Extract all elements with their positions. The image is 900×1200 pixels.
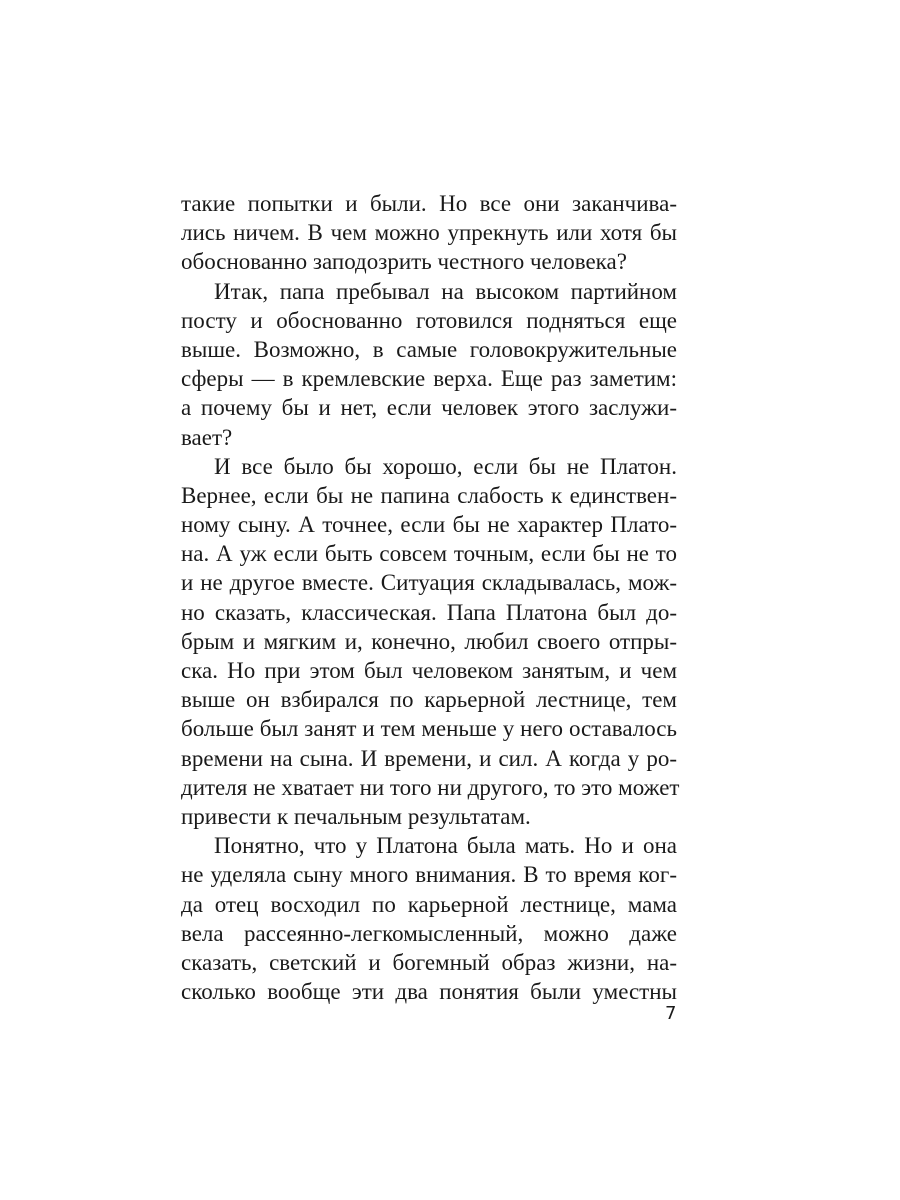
text-line: брым и мягким и, конечно, любил своего отпры-	[181, 628, 677, 654]
text-line: и не другое вместе. Ситуация складывалась, мож-	[181, 570, 677, 596]
text-line: обоснованно заподозрить честного человека?	[181, 249, 627, 275]
text-line: не уделяла сыну много внимания. В то время ког-	[181, 862, 677, 888]
text-line: сказать, светский и богемный образ жизни, на-	[181, 949, 677, 975]
text-line: Итак, папа пребывал на высоком партийном	[214, 278, 677, 304]
text-line: выше он взбирался по карьерной лестнице, тем	[181, 687, 677, 713]
text-line: Вернее, если бы не папина слабость к единствен-	[181, 482, 677, 508]
text-line: сколько вообще эти два понятия были уместны	[181, 979, 677, 1005]
text-line: на. А уж если быть совсем точным, если бы не то	[181, 541, 677, 567]
text-line: а почему бы и нет, если человек этого заслужи-	[181, 395, 677, 421]
text-line: И все было бы хорошо, если бы не Платон.	[214, 453, 677, 479]
text-line: Понятно, что у Платона была мать. Но и она	[214, 833, 677, 859]
text-line: посту и обоснованно готовился подняться еще	[181, 307, 677, 333]
text-line: времени на сына. И времени, и сил. А когда у ро-	[181, 745, 677, 771]
page-number: 7	[665, 1003, 677, 1024]
text-line: да отец восходил по карьерной лестнице, мама	[181, 891, 677, 917]
text-line: сферы — в кремлевские верха. Еще раз заметим:	[181, 366, 677, 392]
text-line: вает?	[181, 424, 233, 450]
text-line: выше. Возможно, в самые головокружительные	[181, 336, 677, 362]
text-line: ска. Но при этом был человеком занятым, и чем	[181, 658, 677, 683]
text-line: больше был занят и тем меньше у него оставалось	[181, 716, 677, 742]
body-text	[181, 189, 680, 1006]
text-line: но сказать, классическая. Папа Платона был до-	[181, 599, 677, 625]
text-line: такие попытки и были. Но все они заканчива-	[181, 191, 677, 216]
text-line: привести к печальным результатам.	[181, 803, 531, 829]
text-line: ному сыну. А точнее, если бы не характер Плато-	[181, 512, 677, 538]
text-line: дителя не хватает ни того ни другого, то это может	[181, 774, 680, 800]
text-line: лись ничем. В чем можно упрекнуть или хотя бы	[181, 220, 677, 246]
text-line: вела рассеянно-легкомысленный, можно даже	[181, 920, 677, 946]
